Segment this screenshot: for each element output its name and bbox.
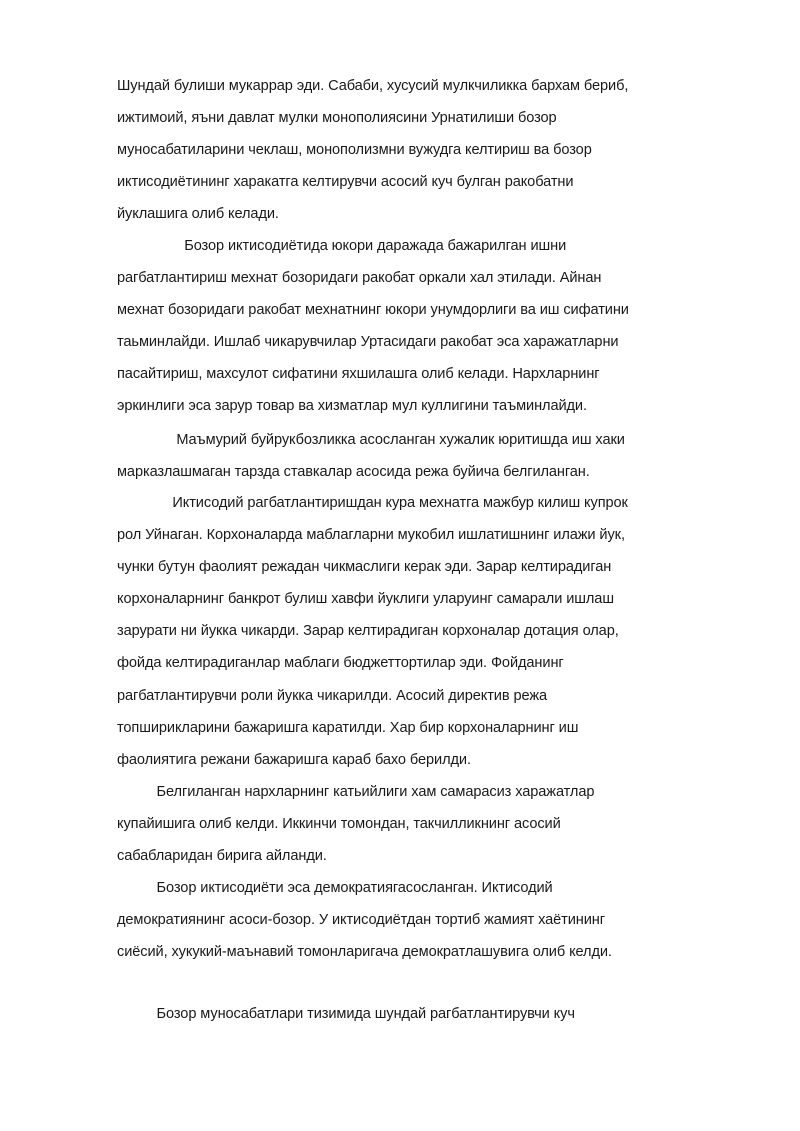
paragraph-5 (117, 776, 687, 872)
text-line: корхоналарнинг банкрот булиш хавфи йуклиги уларуинг самарали ишлаш (117, 591, 614, 608)
text-line: топширикларини бажаришга каратилди. Хар бир корхоналарнинг иш (117, 719, 579, 736)
text-line: муносабатиларини чеклаш, монополизмни вужудга келтириш ва бозор (117, 142, 592, 159)
text-line: демократиянинг асоси-бозор. У иктисодиётдан тортиб жамият хаётининг (117, 912, 605, 929)
text-line: Бозор муносабатлари тизимида шундай рагбатлантирувчи куч (117, 1006, 575, 1022)
paragraph-3 (117, 424, 687, 488)
text-line: фойда келтирадиганлар маблаги бюджеттортилар эди. Фойданинг (117, 655, 564, 672)
paragraph-7 (117, 998, 687, 1030)
text-line: марказлашмаган тарзда ставкалар асосида режа буйича белгиланган. (117, 464, 590, 481)
text-line: мехнат бозоридаги ракобат мехнатнинг юкори унумдорлиги ва иш сифатини (117, 302, 629, 319)
text-line: рагбатлантириш мехнат бозоридаги ракобат оркали хал этилади. Айнан (117, 270, 602, 287)
text-line: эркинлиги эса зарур товар ва хизматлар мул куллигини таъминлайди. (117, 398, 587, 415)
text-line: Шундай булиши мукаррар эди. Сабаби, хусусий мулкчиликка бархам бериб, (117, 78, 629, 94)
text-line: рол Уйнаган. Корхоналарда маблагларни мукобил ишлатишнинг илажи йук, (117, 527, 625, 544)
paragraph-4 (117, 487, 687, 776)
text-line: Бозор иктисодиёти эса демократиягасосланган. Иктисодий (117, 880, 553, 896)
text-line: сиёсий, хукукий-маънавий томонларигача демократлашувига олиб келди. (117, 944, 612, 961)
text-line: чунки бутун фаолият режадан чикмаслиги керак эди. Зарар келтирадиган (117, 559, 612, 576)
text-line: ижтимоий, яъни давлат мулки монополиясини Урнатилиши бозор (117, 110, 557, 127)
text-line: купайишига олиб келди. Иккинчи томондан, такчилликнинг асосий (117, 816, 561, 833)
text-line: сабабларидан бирига айланди. (117, 848, 327, 865)
text-line: Белгиланган нархларнинг катьийлиги хам самарасиз харажатлар (117, 784, 595, 800)
paragraph-6 (117, 872, 687, 968)
text-line: рагбатлантирувчи роли йукка чикарилди. Асосий директив режа (117, 687, 548, 704)
text-line: пасайтириш, махсулот сифатини яхшилашга олиб келади. Нархларнинг (117, 366, 600, 383)
text-line: зарурати ни йукка чикарди. Зарар келтирадиган корхоналар дотация олар, (117, 623, 619, 640)
text-line: иктисодиётининг харакатга келтирувчи асосий куч булган ракобатни (117, 174, 574, 191)
text-line: Бозор иктисодиётида юкори даражада бажарилган ишни (117, 238, 567, 254)
text-line: фаолиятига режани бажаришга караб бахо берилди. (117, 751, 471, 768)
paragraph-2 (117, 230, 687, 423)
text-line: Иктисодий рагбатлантиришдан кура мехнатга мажбур килиш купрок (117, 495, 628, 511)
paragraph-1 (117, 70, 687, 230)
text-line: Маъмурий буйрукбозликка асосланган хужалик юритишда иш хаки (117, 432, 625, 448)
text-line: йуклашига олиб келади. (117, 206, 279, 223)
text-line: таьминлайди. Ишлаб чикарувчилар Уртасидаги ракобат эса харажатларни (117, 334, 619, 351)
